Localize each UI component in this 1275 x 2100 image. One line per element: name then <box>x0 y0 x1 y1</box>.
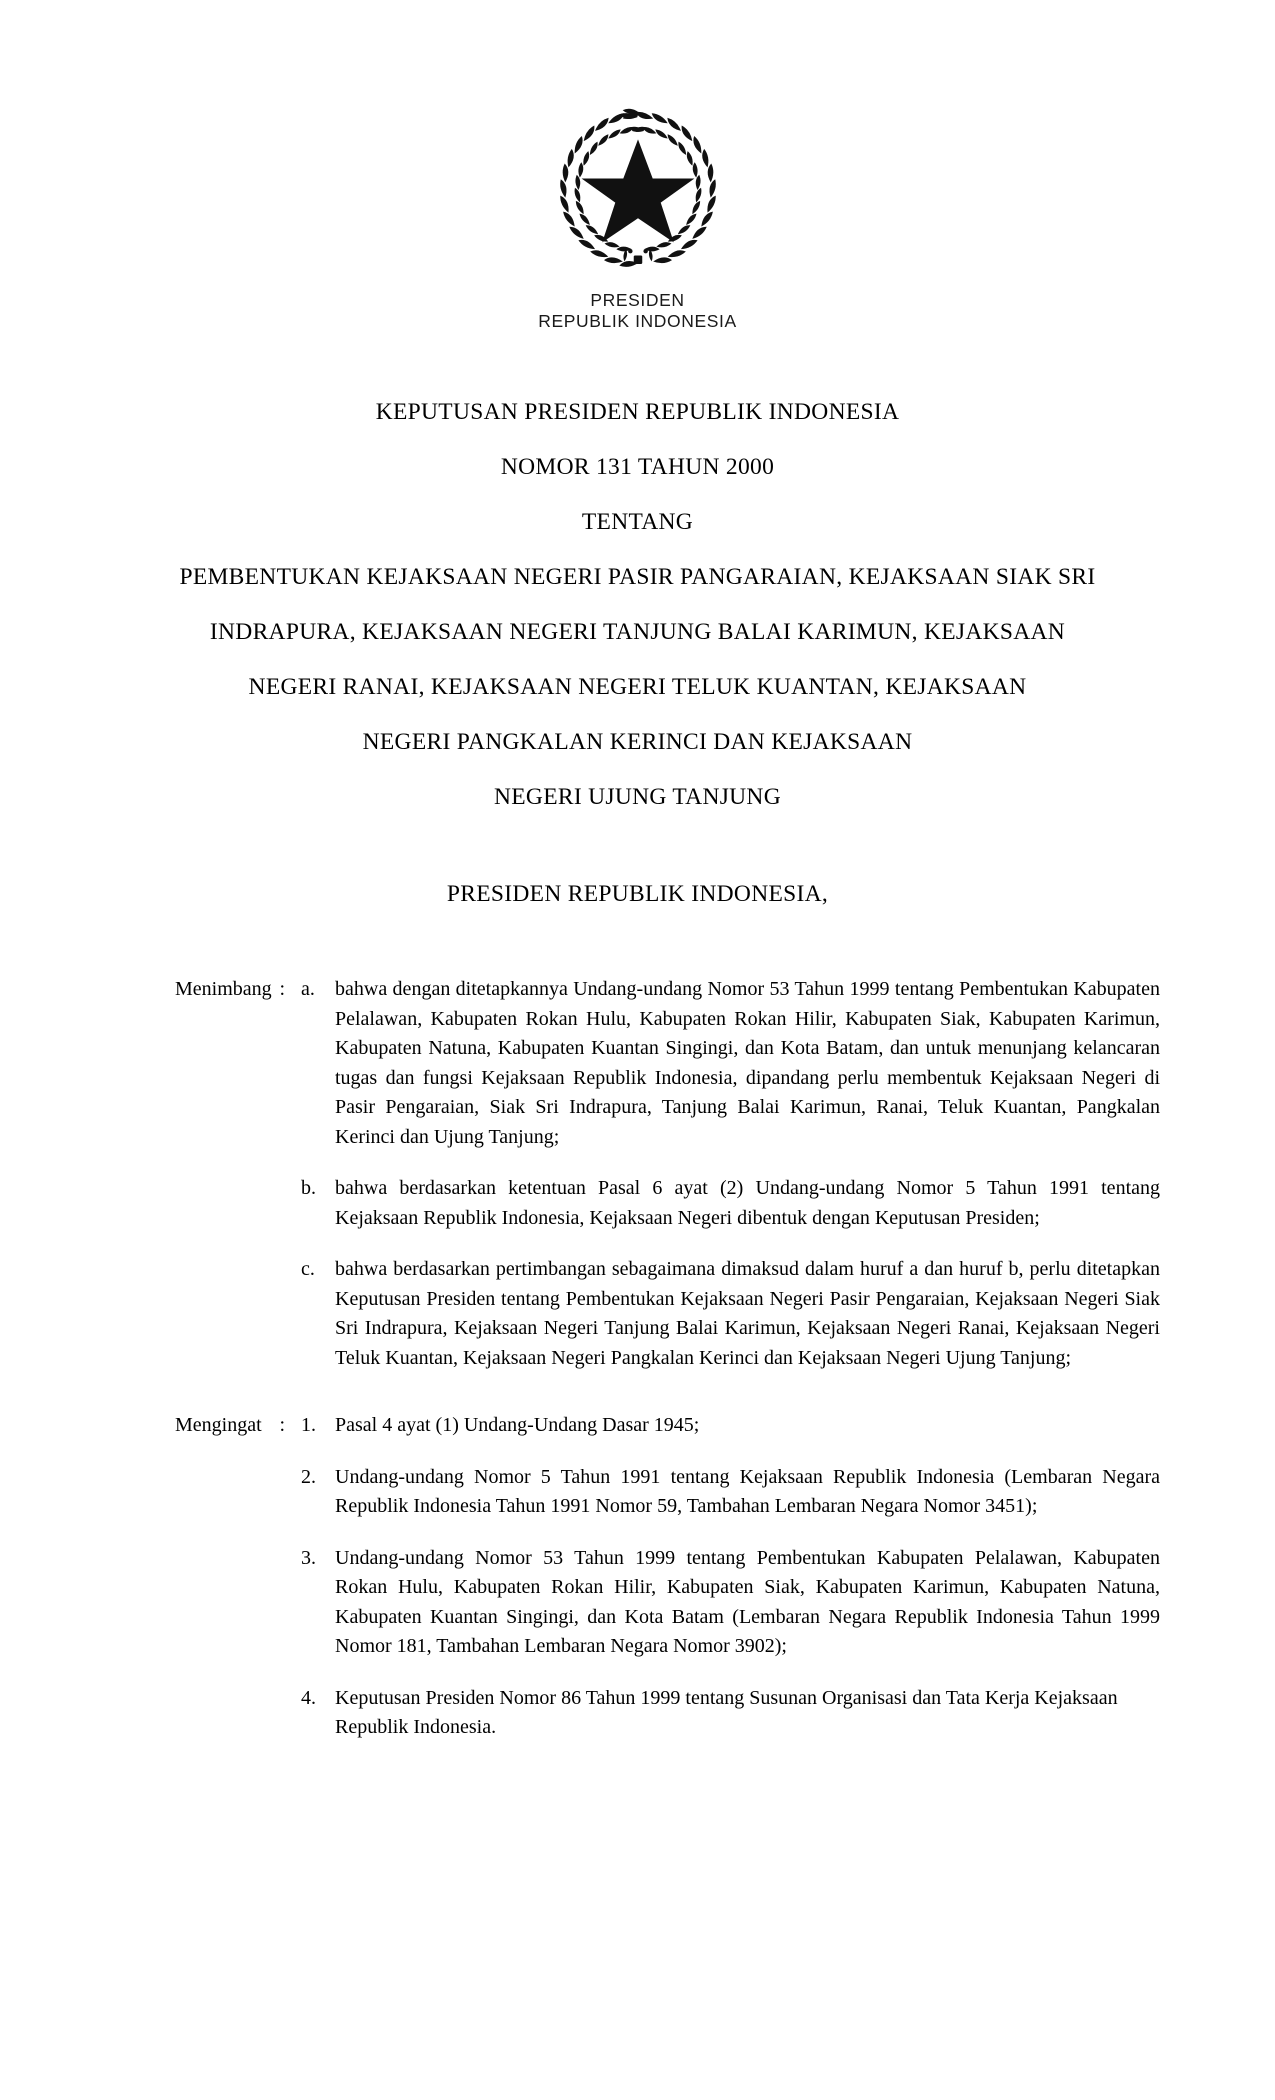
consideration-item <box>0 1255 1275 1373</box>
legal-basis-text: Keputusan Presiden Nomor 86 Tahun 1999 tentang Susunan Organisasi dan Tata Kerja Kejaksaan Republik Indonesia. <box>335 1686 1118 1738</box>
menimbang-colon: : <box>279 978 285 1000</box>
document-title-block <box>0 385 1275 922</box>
subject-line-1: PEMBENTUKAN KEJAKSAAN NEGERI PASIR PANGARAIAN, KEJAKSAAN SIAK SRI <box>179 564 1096 590</box>
subject-line-3: NEGERI RANAI, KEJAKSAAN NEGERI TELUK KUANTAN, KEJAKSAAN <box>248 674 1027 700</box>
legal-basis-item <box>0 1463 1275 1522</box>
mengingat-label-text: Mengingat <box>175 1414 262 1436</box>
consideration-item <box>0 975 1275 1152</box>
consideration-marker: c. <box>301 1258 315 1280</box>
consideration-text: bahwa dengan ditetapkannya Undang-undang Nomor 53 Tahun 1999 tentang Pembentukan Kabupaten Pelalawan, Kabupaten Rokan Hulu, Kabupaten Rokan Hilir, Kabupaten Siak, Kabupaten Karimun, Kabupaten Natuna, Kabupaten Kuantan Singingi, dan Kota Batam, dan untuk menunjang kelancaran tugas dan fungsi Kejaksaan Republik Indonesia, dipandang perlu membentuk Kejaksaan Negeri di Pasir Pengaraian, Siak Sri Indrapura, Tanjung Balai Karimun, Ranai, Teluk Kuantan, Pangkalan Kerinci dan Ujung Tanjung; <box>335 978 1160 1148</box>
legal-basis-marker: 3. <box>301 1546 316 1569</box>
legal-basis-text: Undang-undang Nomor 5 Tahun 1991 tentang Kejaksaan Republik Indonesia (Lembaran Negara Republik Indonesia Tahun 1991 Nomor 59, Tambahan Lembaran Negara Nomor 3451); <box>335 1465 1160 1517</box>
legal-basis-marker: 4. <box>301 1686 316 1709</box>
legal-basis-marker: 1. <box>301 1414 316 1436</box>
emblem-caption-line-2: REPUBLIK INDONESIA <box>538 311 737 331</box>
considerations-section <box>0 975 1275 1373</box>
subject-line-2: INDRAPURA, KEJAKSAAN NEGERI TANJUNG BALAI KARIMUN, KEJAKSAAN <box>209 619 1066 645</box>
signatory-heading: PRESIDEN REPUBLIK INDONESIA, <box>446 881 829 907</box>
legal-basis-section <box>0 1411 1275 1743</box>
consideration-marker: a. <box>301 978 315 1000</box>
legal-basis-item <box>0 1544 1275 1662</box>
legal-basis-item <box>0 1684 1275 1743</box>
consideration-item <box>0 1174 1275 1233</box>
tentang-label: TENTANG <box>581 509 694 535</box>
menimbang-label-text: Menimbang <box>175 978 272 1000</box>
subject-line-5: NEGERI UJUNG TANJUNG <box>494 784 781 810</box>
consideration-marker: b. <box>301 1177 316 1199</box>
consideration-text: bahwa berdasarkan ketentuan Pasal 6 ayat (2) Undang-undang Nomor 5 Tahun 1991 tentang Kejaksaan Republik Indonesia, Kejaksaan Negeri dibentuk dengan Keputusan Presiden; <box>335 1177 1160 1229</box>
mengingat-label <box>175 1411 301 1441</box>
mengingat-colon: : <box>279 1414 285 1436</box>
emblem-caption <box>0 290 1275 332</box>
emblem-caption-line-1: PRESIDEN <box>590 290 685 310</box>
emblem-container <box>0 105 1275 280</box>
legal-basis-item <box>0 1411 1275 1441</box>
document-number: NOMOR 131 TAHUN 2000 <box>500 454 775 480</box>
consideration-text: bahwa berdasarkan pertimbangan sebagaimana dimaksud dalam huruf a dan huruf b, perlu ditetapkan Keputusan Presiden tentang Pembentukan Kejaksaan Negeri Pasir Pengaraian, Kejaksaan Negeri Siak Sri Indrapura, Kejaksaan Negeri Tanjung Balai Karimun, Kejaksaan Negeri Ranai, Kejaksaan Negeri Teluk Kuantan, Kejaksaan Negeri Pangkalan Kerinci dan Kejaksaan Negeri Ujung Tanjung; <box>335 1258 1160 1369</box>
subject-line-4: NEGERI PANGKALAN KERINCI DAN KEJAKSAAN <box>362 729 913 755</box>
legal-basis-text: Undang-undang Nomor 53 Tahun 1999 tentang Pembentukan Kabupaten Pelalawan, Kabupaten Rokan Hulu, Kabupaten Rokan Hilir, Kabupaten Siak, Kabupaten Karimun, Kabupaten Natuna, Kabupaten Kuantan Singingi, dan Kota Batam (Lembaran Negara Republik Indonesia Tahun 1999 Nomor 181, Tambahan Lembaran Negara Nomor 3902); <box>335 1546 1160 1657</box>
presidential-seal-icon <box>553 105 723 275</box>
legal-basis-marker: 2. <box>301 1465 316 1488</box>
legal-basis-text: Pasal 4 ayat (1) Undang-Undang Dasar 1945; <box>335 1414 700 1436</box>
document-body <box>0 975 1275 1765</box>
menimbang-label <box>175 975 301 1005</box>
document-type-heading: KEPUTUSAN PRESIDEN REPUBLIK INDONESIA <box>375 399 900 425</box>
